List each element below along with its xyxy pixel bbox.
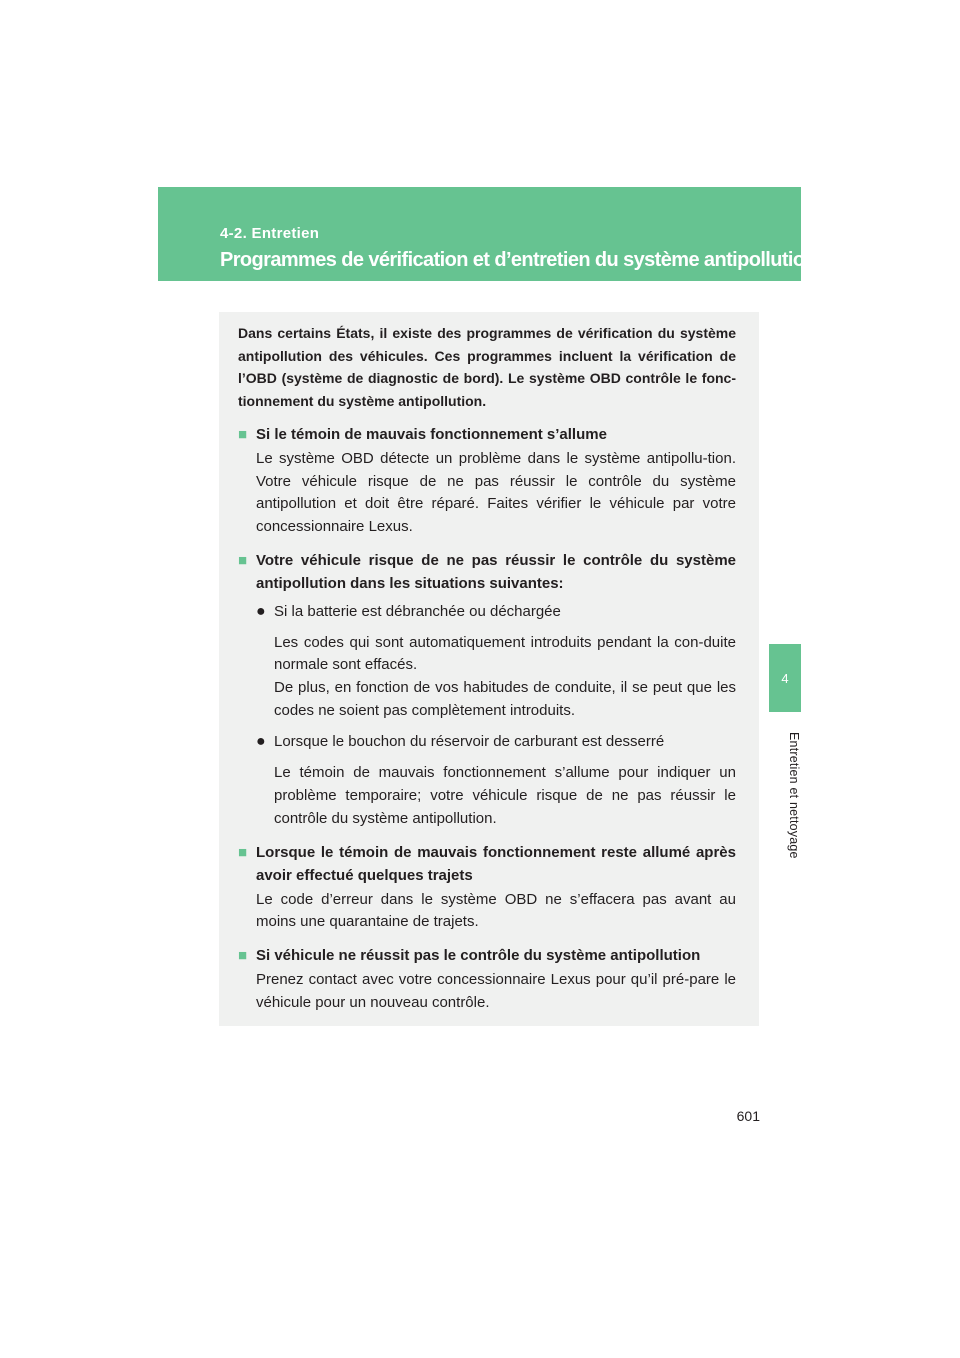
section-label: 4-2. Entretien [220,225,320,242]
chapter-tab[interactable] [769,644,801,712]
bullet-detail-line: De plus, en fonction de vos habitudes de conduite, il se peut que les codes ne soient pas complètement introduits. [274,679,736,719]
black-circle-icon: ● [256,733,266,751]
section-heading-text: Votre véhicule risque de ne pas réussir le contrôle du système antipollution dans les situations suivantes: [256,551,736,592]
section-heading-text: Si véhicule ne réussit pas le contrôle du système antipollution [256,946,701,964]
bullet-label: Lorsque le bouchon du réservoir de carburant est desserré [274,733,665,751]
bullet-detail-line: Les codes qui sont automatiquement introduits pendant la con-duite normale sont effacés. [274,633,736,674]
section-heading [238,944,736,967]
section-text: Le code d’erreur dans le système OBD ne s’effacera pas avant au moins une quarantaine de trajets. [256,890,736,931]
bullet-label: Si la batterie est débranchée ou déchargée [274,602,561,620]
chapter-label: Entretien et nettoyage [787,731,801,859]
section-text: Prenez contact avec votre concessionnaire Lexus pour qu’il pré-pare le véhicule pour un nouveau contrôle. [256,970,736,1011]
green-square-icon: ■ [238,946,248,964]
intro-paragraph: Dans certains États, il existe des programmes de vérification du système antipollution des véhicules. Ces programmes incluent la vérification de l’OBD (système de diagnostic de bord). Le système OBD contrôle le fonc-tionnement du système antipollution. [238,325,736,410]
chapter-number: 4 [781,670,789,686]
content-box [219,312,759,1026]
section-heading [238,841,736,887]
list-item [256,730,736,753]
green-square-icon: ■ [238,551,248,569]
section-heading [238,423,736,446]
content-inner [238,322,736,1014]
header-band [158,187,817,281]
page-title: Programmes de vérification et d’entretien du système antipollution [220,249,817,271]
bullet-detail [274,762,736,830]
section-heading-text: Lorsque le témoin de mauvais fonctionnement reste allumé après avoir effectué quelques trajets [256,843,736,884]
section-heading [238,549,736,595]
green-square-icon: ■ [238,843,248,861]
section-heading-text: Si le témoin de mauvais fonctionnement s’allume [256,425,607,443]
list-item [256,600,736,623]
bullet-detail-line: Le témoin de mauvais fonctionnement s’allume pour indiquer un problème temporaire; votre véhicule risque de ne pas réussir le contrôle du système antipollution. [274,764,736,827]
section-text: Le système OBD détecte un problème dans le système antipollu-tion. Votre véhicule risque de ne pas réussir le contrôle du système antipollution et doit être réparé. Faites vérifier le véhicule par votre concessionnaire Lexus. [256,449,736,535]
page-number: 601 [736,1108,760,1124]
bullet-detail [274,632,736,723]
black-circle-icon: ● [256,602,266,620]
green-square-icon: ■ [238,425,248,443]
